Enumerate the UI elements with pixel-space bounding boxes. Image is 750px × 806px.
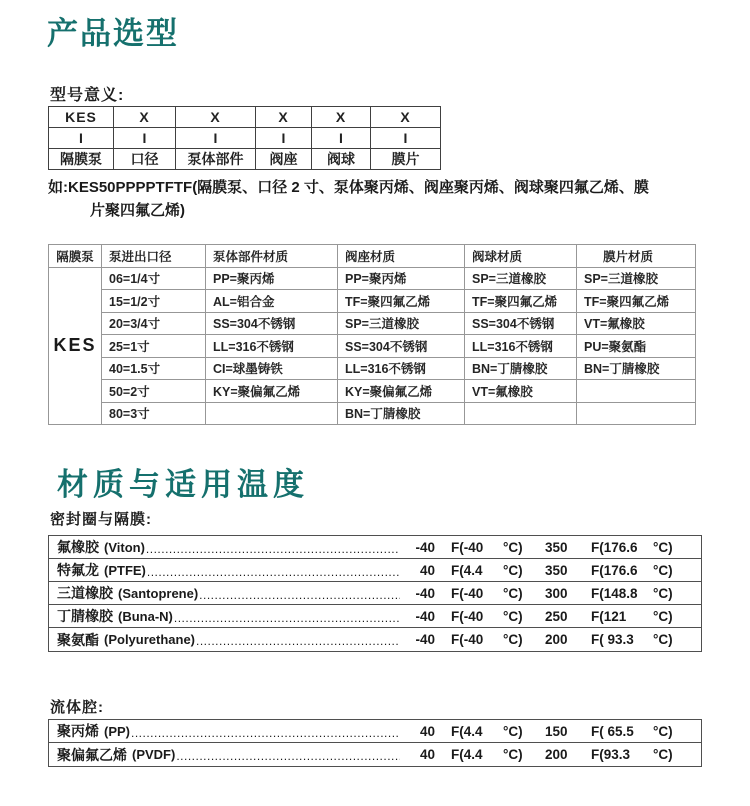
min-temp-unit: °C): [503, 608, 523, 624]
model-meaning-row: [49, 149, 441, 170]
table-cell: PU=聚氨酯: [577, 335, 696, 358]
min-temp-c: F(-40: [451, 608, 484, 624]
table-row: [49, 402, 696, 425]
max-temp-c: F(121: [591, 608, 627, 624]
max-temp-f: 200: [545, 632, 568, 647]
table-cell: [577, 402, 696, 425]
column-header: 隔膜泵: [49, 245, 102, 268]
max-temp-f: 350: [545, 539, 568, 555]
max-temp-f: 150: [545, 723, 568, 739]
material-name-cn: 氟橡胶: [57, 539, 99, 555]
model-code-cell: 阀座: [256, 149, 312, 170]
material-row: [49, 559, 701, 582]
material-name-en: (Polyurethane): [104, 632, 196, 647]
model-code-cell: X: [176, 107, 256, 128]
dot-leader: [176, 749, 400, 763]
model-code-row: [49, 107, 441, 128]
max-temp-unit: °C): [653, 723, 673, 739]
table-cell: LL=316不锈钢: [465, 335, 577, 358]
max-temp-f: 300: [545, 585, 568, 601]
table-cell: LL=316不锈钢: [338, 357, 465, 380]
table-cell: TF=聚四氟乙烯: [338, 290, 465, 313]
column-header: 阀球材质: [465, 245, 577, 268]
column-header: 阀座材质: [338, 245, 465, 268]
table-row: [49, 312, 696, 335]
table-cell: CI=球墨铸铁: [206, 357, 338, 380]
material-name-cn: 聚氨酯: [57, 631, 99, 648]
table-cell: 25=1寸: [102, 335, 206, 358]
table-cell: 40=1.5寸: [102, 357, 206, 380]
material-row: [49, 582, 701, 605]
table-cell: SS=304不锈钢: [338, 335, 465, 358]
max-temp-f: 350: [545, 562, 568, 578]
min-temp-unit: °C): [503, 632, 523, 647]
min-temp-c: F(4.4: [451, 723, 483, 739]
material-row: [49, 536, 701, 559]
table-cell: KY=聚偏氟乙烯: [206, 380, 338, 403]
dot-leader: [146, 542, 400, 556]
max-temp-f: 200: [545, 747, 568, 762]
dot-leader: [196, 634, 400, 648]
model-example-line2: 片聚四氟乙烯): [90, 202, 185, 219]
table-cell: BN=丁腈橡胶: [338, 402, 465, 425]
min-temp-c: F(4.4: [451, 747, 483, 762]
material-row: [49, 605, 701, 628]
model-code-cell: KES: [49, 107, 114, 128]
dot-leader: [147, 565, 400, 579]
section-title-materials: 材质与适用温度: [57, 467, 309, 502]
model-meaning-label: 型号意义:: [50, 87, 125, 104]
model-example-line1: 如:KES50PPPPTFTF(隔膜泵、口径 2 寸、泵体聚丙烯、阀座聚丙烯、阀球聚四氟乙烯、膜: [48, 179, 649, 196]
max-temp-c: F(148.8: [591, 585, 638, 601]
min-temp-f: -40: [415, 539, 435, 555]
table-cell: SS=304不锈钢: [465, 312, 577, 335]
column-header: 膜片材质: [577, 245, 696, 268]
table-cell: SP=三道橡胶: [577, 267, 696, 290]
min-temp-f: -40: [415, 585, 435, 601]
material-name-en: (Buna-N): [118, 608, 173, 624]
material-name-en: (Viton): [104, 539, 145, 555]
fluid-materials-table: [48, 719, 702, 767]
material-name-cn: 特氟龙: [57, 562, 99, 578]
model-connector-row: [49, 128, 441, 149]
model-code-cell: 阀球: [312, 149, 371, 170]
table-cell: 06=1/4寸: [102, 267, 206, 290]
min-temp-f: 40: [419, 562, 435, 578]
table-cell: [465, 402, 577, 425]
table-cell: TF=聚四氟乙烯: [465, 290, 577, 313]
dot-leader: [174, 611, 400, 625]
table-cell: 80=3寸: [102, 402, 206, 425]
table-row: [49, 357, 696, 380]
max-temp-c: F( 65.5: [591, 723, 634, 739]
model-code-cell: I: [114, 128, 176, 149]
material-row: [49, 743, 701, 766]
min-temp-unit: °C): [503, 585, 523, 601]
min-temp-c: F(-40: [451, 632, 484, 647]
min-temp-c: F(-40: [451, 539, 484, 555]
table-row: [49, 335, 696, 358]
table-cell: TF=聚四氟乙烯: [577, 290, 696, 313]
table-row: [49, 380, 696, 403]
model-code-cell: X: [371, 107, 441, 128]
max-temp-unit: °C): [653, 539, 673, 555]
model-code-cell: I: [176, 128, 256, 149]
model-code-cell: X: [312, 107, 371, 128]
fluid-chamber-label: 流体腔:: [50, 699, 104, 716]
table-row: [49, 290, 696, 313]
dot-leader: [199, 588, 400, 602]
min-temp-f: 40: [419, 747, 435, 762]
max-temp-unit: °C): [653, 747, 673, 762]
table-cell: PP=聚丙烯: [338, 267, 465, 290]
material-name-en: (PTFE): [104, 562, 146, 578]
max-temp-f: 250: [545, 608, 568, 624]
table-cell: [206, 402, 338, 425]
model-code-cell: 膜片: [371, 149, 441, 170]
table-cell: SP=三道橡胶: [338, 312, 465, 335]
dot-leader: [131, 726, 400, 740]
selection-header-row: [49, 245, 696, 268]
max-temp-unit: °C): [653, 608, 673, 624]
min-temp-unit: °C): [503, 723, 523, 739]
max-temp-unit: °C): [653, 632, 673, 647]
table-cell: LL=316不锈钢: [206, 335, 338, 358]
max-temp-c: F( 93.3: [591, 632, 634, 647]
min-temp-unit: °C): [503, 562, 523, 578]
table-cell: 15=1/2寸: [102, 290, 206, 313]
table-cell: BN=丁腈橡胶: [577, 357, 696, 380]
table-cell: AL=铝合金: [206, 290, 338, 313]
table-cell: 20=3/4寸: [102, 312, 206, 335]
table-cell: SP=三道橡胶: [465, 267, 577, 290]
model-code-cell: X: [256, 107, 312, 128]
seal-materials-table: [48, 535, 702, 652]
material-name-en: (PVDF): [132, 747, 176, 762]
material-row: [49, 628, 701, 651]
model-code-table: [48, 106, 441, 170]
material-name-en: (PP): [104, 723, 130, 739]
model-code-cell: I: [371, 128, 441, 149]
model-code-cell: I: [256, 128, 312, 149]
table-cell: 50=2寸: [102, 380, 206, 403]
min-temp-f: -40: [415, 632, 435, 647]
max-temp-c: F(93.3: [591, 747, 631, 762]
model-code-cell: I: [312, 128, 371, 149]
page-title: 产品选型: [47, 16, 179, 51]
model-code-cell: 隔膜泵: [49, 149, 114, 170]
min-temp-c: F(4.4: [451, 562, 483, 578]
pump-model-cell: KES: [49, 267, 102, 425]
table-cell: VT=氟橡胶: [577, 312, 696, 335]
model-code-cell: I: [49, 128, 114, 149]
max-temp-c: F(176.6: [591, 539, 638, 555]
table-cell: BN=丁腈橡胶: [465, 357, 577, 380]
table-row: [49, 267, 696, 290]
selection-table: [48, 244, 696, 425]
model-code-cell: X: [114, 107, 176, 128]
material-name-cn: 丁腈橡胶: [57, 608, 113, 624]
table-cell: VT=氟橡胶: [465, 380, 577, 403]
table-cell: PP=聚丙烯: [206, 267, 338, 290]
min-temp-c: F(-40: [451, 585, 484, 601]
table-cell: [577, 380, 696, 403]
material-name-cn: 三道橡胶: [57, 585, 113, 601]
min-temp-f: -40: [415, 608, 435, 624]
material-row: [49, 720, 701, 743]
column-header: 泵进出口径: [102, 245, 206, 268]
max-temp-c: F(176.6: [591, 562, 638, 578]
model-code-cell: 口径: [114, 149, 176, 170]
column-header: 泵体部件材质: [206, 245, 338, 268]
max-temp-unit: °C): [653, 562, 673, 578]
seal-diaphragm-label: 密封圈与隔膜:: [50, 511, 152, 528]
max-temp-unit: °C): [653, 585, 673, 601]
material-name-cn: 聚偏氟乙烯: [57, 746, 127, 763]
min-temp-f: 40: [419, 723, 435, 739]
model-code-cell: 泵体部件: [176, 149, 256, 170]
material-name-cn: 聚丙烯: [57, 723, 99, 739]
model-example-text: [48, 176, 708, 222]
material-name-en: (Santoprene): [118, 585, 199, 601]
table-cell: KY=聚偏氟乙烯: [338, 380, 465, 403]
table-cell: SS=304不锈钢: [206, 312, 338, 335]
min-temp-unit: °C): [503, 747, 523, 762]
min-temp-unit: °C): [503, 539, 523, 555]
